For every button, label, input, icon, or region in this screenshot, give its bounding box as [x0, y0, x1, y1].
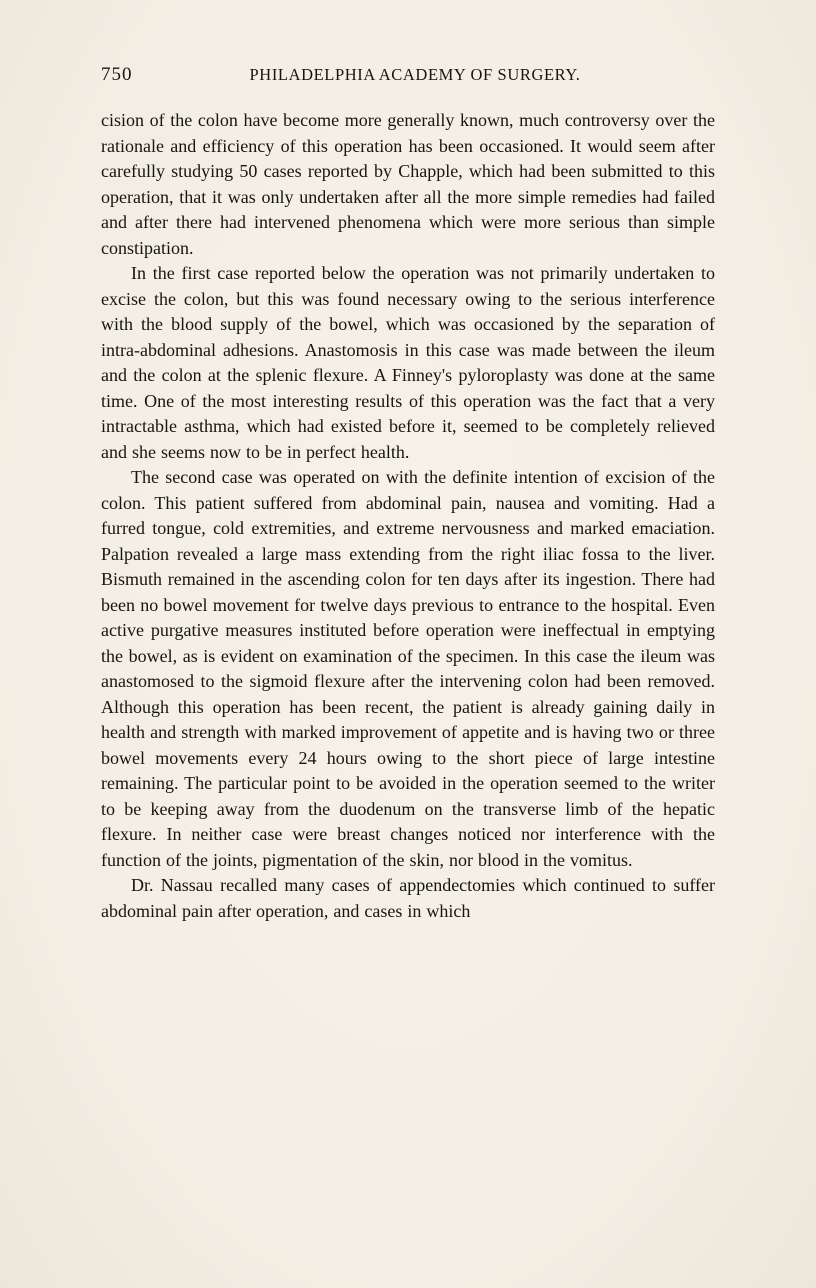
page-header	[101, 64, 715, 86]
page-body-text	[101, 108, 715, 924]
paragraph-dr-nassau: Dr. Nassau recalled many cases of appendectomies which continued to suffer abdominal pain after operation, and cases in which	[101, 875, 715, 921]
running-header-title: PHILADELPHIA ACADEMY OF SURGERY.	[249, 65, 581, 84]
page-number: 750	[101, 64, 133, 85]
paragraph-first-case: In the first case reported below the operation was not primarily undertaken to excise the colon, but this was found necessary owing to the serious interference with the blood supply of the bowel, which was occasioned by the separation of intra-abdominal adhesions. Anastomosis in this case was made between the ileum and the colon at the splenic flexure. A Finney's pyloroplasty was done at the same time. One of the most interesting results of this operation was the fact that a very intractable asthma, which had existed before it, seemed to be completely relieved and she seems now to be in perfect health.	[101, 263, 715, 462]
paragraph-second-case: The second case was operated on with the definite intention of excision of the colon. This patient suffered from abdominal pain, nausea and vomiting. Had a furred tongue, cold extremities, and extreme nervousness and marked emaciation. Palpation revealed a large mass extending from the right iliac fossa to the liver. Bismuth remained in the ascending colon for ten days after its ingestion. There had been no bowel movement for twelve days previous to entrance to the hospital. Even active purgative measures instituted before operation were ineffectual in emptying the bowel, as is evident on examination of the specimen. In this case the ileum was anastomosed to the sigmoid flexure after the intervening colon had been removed. Although this operation has been recent, the patient is already gaining daily in health and strength with marked improvement of appetite and is having two or three bowel movements every 24 hours owing to the short piece of large intestine remaining. The particular point to be avoided in the operation seemed to the writer to be keeping away from the duodenum on the transverse limb of the hepatic flexure. In neither case were breast changes noticed nor interference with the function of the joints, pigmentation of the skin, nor blood in the vomitus.	[101, 467, 715, 870]
paragraph-continuation: cision of the colon have become more generally known, much controversy over the rationale and efficiency of this operation has been occasioned. It would seem after carefully studying 50 cases reported by Chapple, which had been submitted to this operation, that it was only undertaken after all the more simple remedies had failed and after there had intervened phenomena which were more serious than simple constipation.	[101, 110, 715, 258]
